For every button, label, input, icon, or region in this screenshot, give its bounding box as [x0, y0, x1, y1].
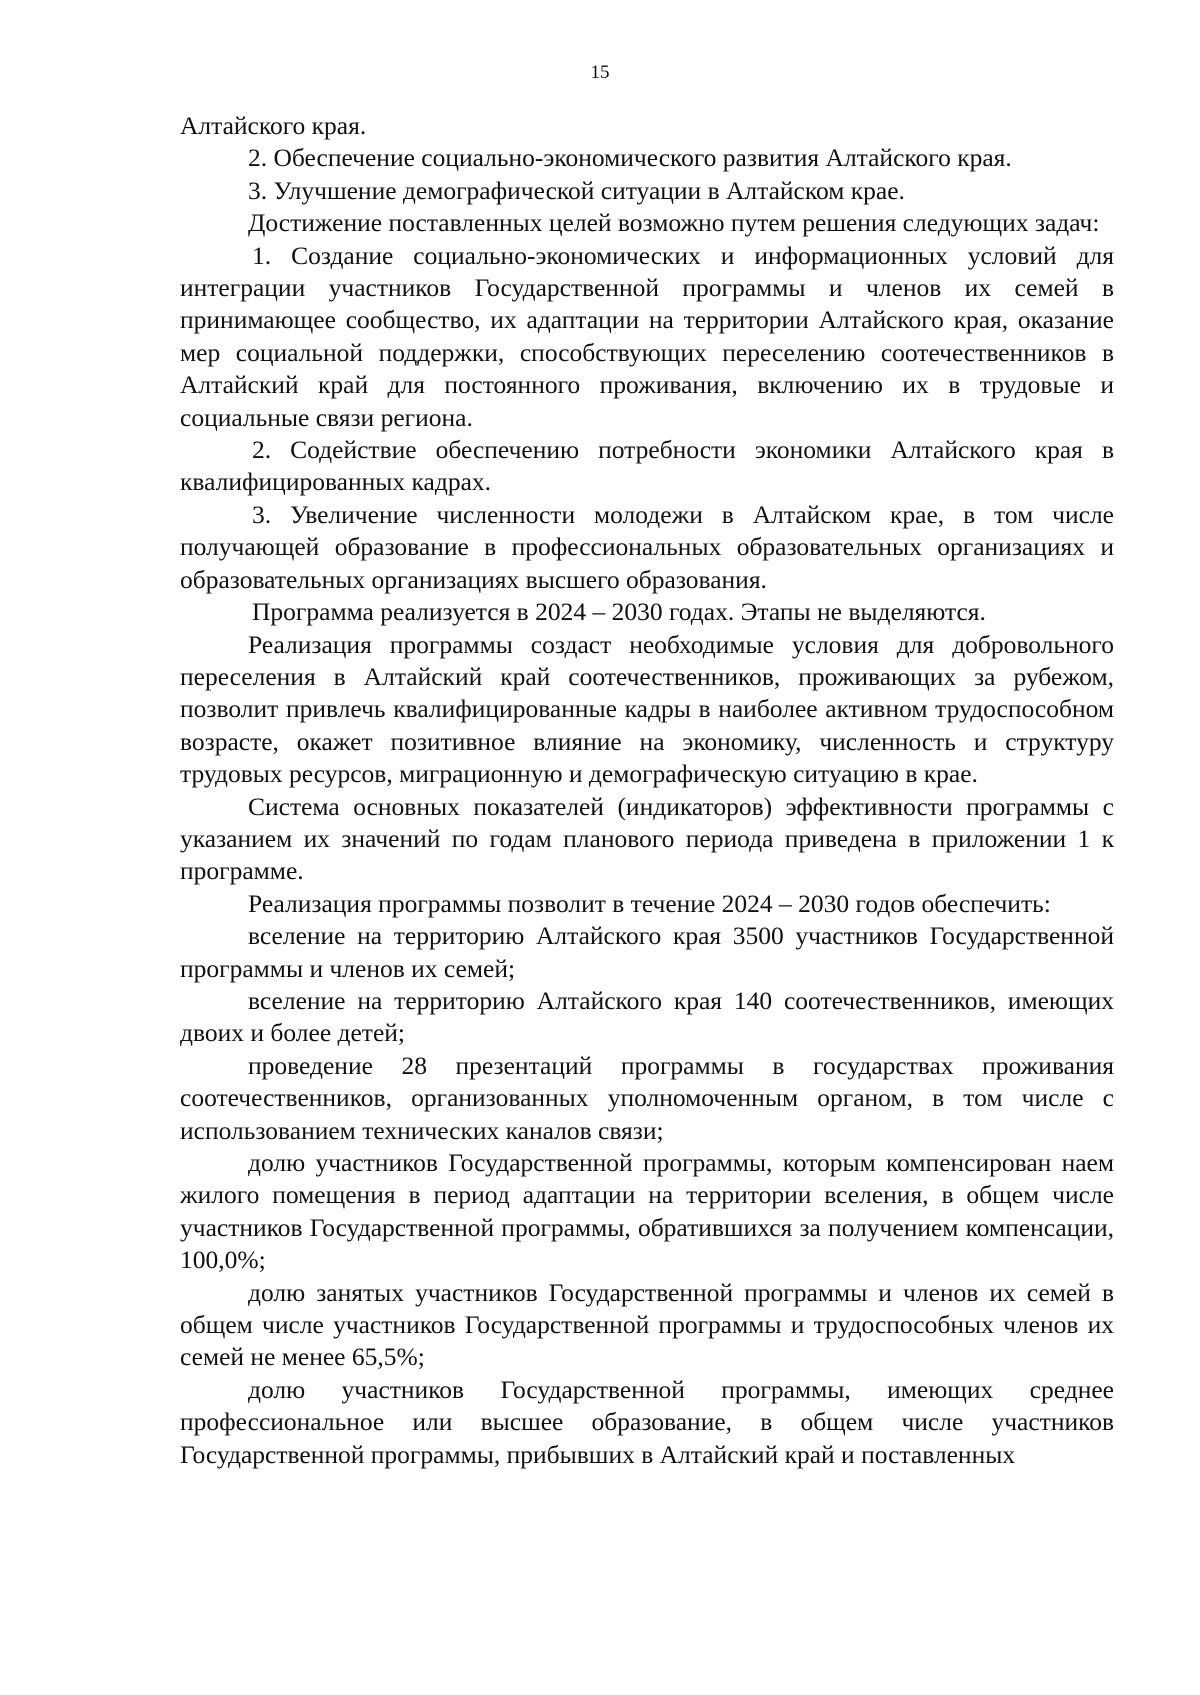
- paragraph-goal-3: 3. Улучшение демографической ситуации в Алтайском крае.: [248, 175, 905, 205]
- paragraph-result-3: проведение 28 презентаций программы в государствах проживания соотечественников, организованных уполномоченным органом, в том числе с использованием технических каналов связи;: [180, 1050, 1114, 1145]
- paragraph-goal-2: 2. Обеспечение социально-экономического развития Алтайского края.: [248, 143, 1012, 173]
- paragraph-result-2: вселение на территорию Алтайского края 140 соотечественников, имеющих двоих и более детей;: [180, 985, 1114, 1048]
- paragraph-continuation: Алтайского края.: [180, 111, 367, 140]
- paragraph-task-3: 3. Увеличение численности молодежи в Алтайском крае, в том числе получающей образование в профессиональных образовательных организациях и образовательных организациях высшего образования.: [180, 499, 1114, 594]
- paragraph-result-5: долю занятых участников Государственной программы и членов их семей в общем числе участников Государственной программы и трудоспособных членов их семей не менее 65,5%;: [180, 1277, 1114, 1372]
- paragraph-results-intro: Реализация программы позволит в течение 2024 – 2030 годов обеспечить:: [248, 888, 1051, 918]
- paragraph-task-2: 2. Содействие обеспечению потребности экономики Алтайского края в квалифицированных кадрах.: [180, 435, 1114, 497]
- paragraph-task-1: 1. Создание социально-экономических и информационных условий для интеграции участников Государственной программы и членов их семей в принимающее сообщество, их адаптации на территории Алтайского края, оказание мер социальной поддержки, способствующих переселению соотечественников в Алтайский край для постоянного проживания, включению их в трудовые и социальные связи региона.: [180, 240, 1114, 432]
- paragraph-result-1: вселение на территорию Алтайского края 3500 участников Государственной программы и членов их семей;: [180, 921, 1114, 983]
- paragraph-tasks-intro: Достижение поставленных целей возможно путем решения следующих задач:: [248, 208, 1100, 238]
- paragraph-result-4: долю участников Государственной программы, которым компенсирован наем жилого помещения в период адаптации на территории вселения, в общем числе участников Государственной программы, обратившихся за получением компенсации, 100,0%;: [180, 1148, 1114, 1275]
- paragraph-indicators: Система основных показателей (индикаторов) эффективности программы с указанием их значений по годам планового периода приведена в приложении 1 к программе.: [180, 791, 1114, 886]
- page-number: 15: [590, 62, 610, 83]
- document-body: [180, 110, 1114, 1471]
- paragraph-period: Программа реализуется в 2024 – 2030 годах. Этапы не выделяются.: [252, 597, 986, 627]
- paragraph-result-6: долю участников Государственной программы, имеющих среднее профессиональное или высшее образование, в общем числе участников Государственной программы, прибывших в Алтайский край и поставленных: [180, 1374, 1114, 1469]
- paragraph-implementation: Реализация программы создаст необходимые условия для добровольного переселения в Алтайский край соотечественников, проживающих за рубежом, позволит привлечь квалифицированные кадры в наиболее активном трудоспособном возрасте, окажет позитивное влияние на экономику, численность и структуру трудовых ресурсов, миграционную и демографическую ситуацию в крае.: [180, 629, 1114, 789]
